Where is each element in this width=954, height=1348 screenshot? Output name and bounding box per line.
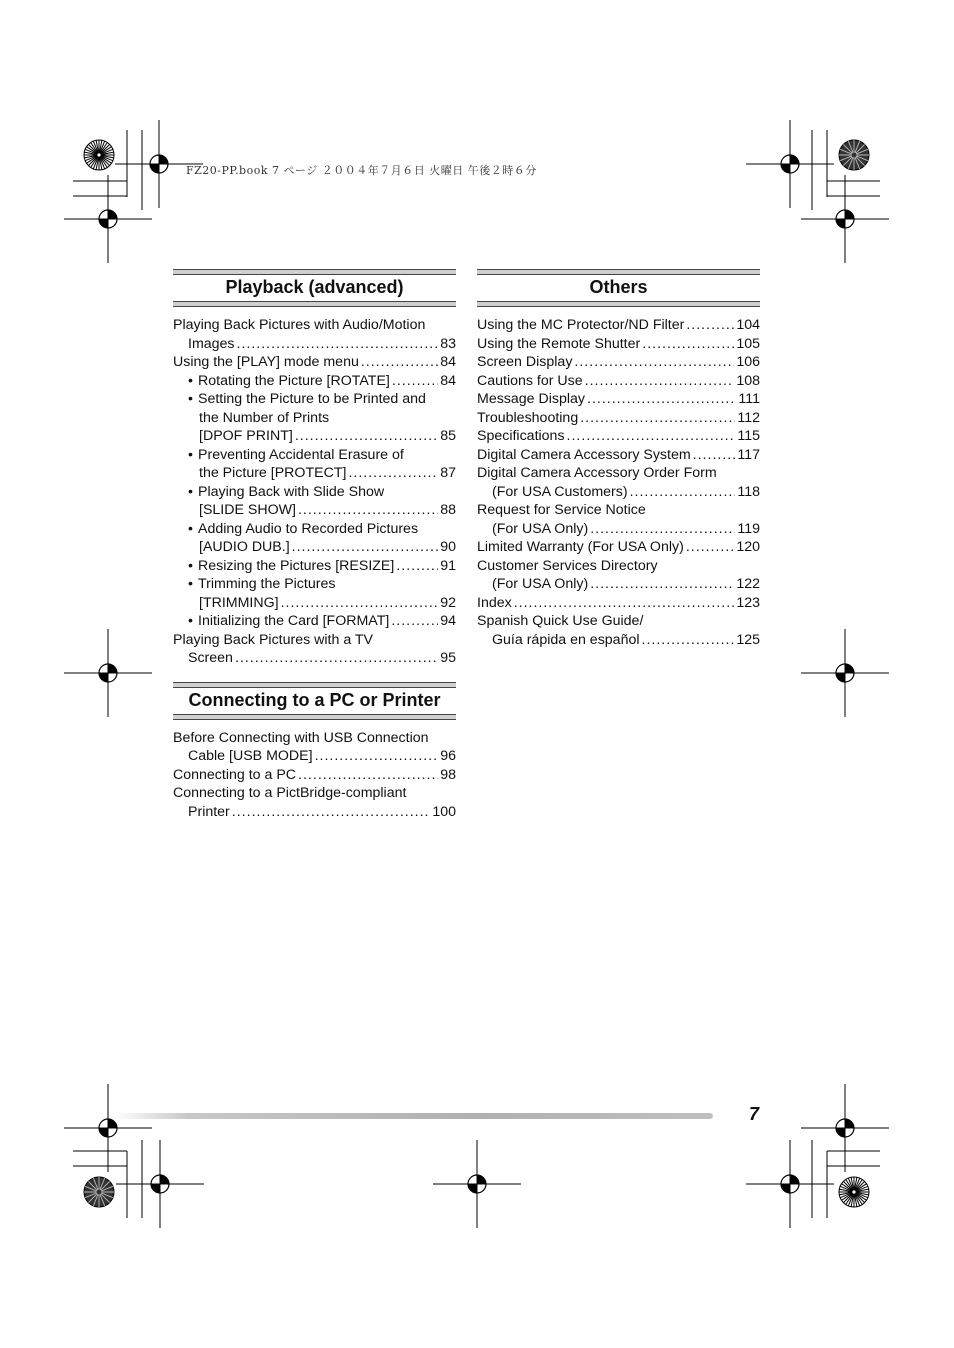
dot-leader: [396, 557, 438, 576]
toc-entry-text: Index: [477, 594, 512, 611]
section-title: Playback (advanced): [225, 277, 404, 297]
toc-entry[interactable]: [173, 353, 456, 372]
toc-entry[interactable]: [477, 390, 760, 409]
toc-page-number: 120: [736, 539, 760, 555]
dot-leader: [630, 483, 736, 502]
toc-entry[interactable]: [173, 372, 456, 391]
toc-entry-text: Digital Camera Accessory Order Form: [477, 465, 717, 481]
toc-entry-text: (For USA Customers): [492, 483, 628, 500]
toc-entry-text: Playing Back with Slide Show: [198, 483, 385, 500]
toc-entry-text: Images: [188, 335, 235, 352]
dot-leader: [237, 335, 439, 354]
dot-leader: [392, 372, 438, 391]
toc-entry-text: Connecting to a PictBridge-compliant: [173, 785, 407, 801]
toc-page-number: 118: [737, 483, 760, 500]
dot-leader: [315, 747, 439, 766]
toc-entry-text: Resizing the Pictures [RESIZE]: [198, 557, 395, 574]
toc-entry-text: Cautions for Use: [477, 372, 583, 389]
dot-leader: [686, 316, 734, 335]
bullet-icon: •: [188, 483, 193, 500]
toc-page-number: 87: [440, 465, 456, 481]
toc-page-number: 115: [737, 428, 760, 444]
section-title: Others: [589, 277, 648, 297]
toc-page-number: 100: [432, 803, 456, 820]
toc-page-number: 108: [736, 372, 760, 389]
toc-left-column: [173, 269, 456, 835]
toc-entry[interactable]: [477, 427, 760, 446]
toc-entry-text: Troubleshooting: [477, 409, 579, 426]
dot-leader: [281, 594, 439, 613]
toc-entry-text: Specifications: [477, 428, 565, 444]
page-number: 7: [749, 1104, 760, 1124]
bullet-icon: •: [188, 391, 193, 407]
toc-entry-text: Cable [USB MODE]: [188, 748, 313, 764]
toc-page-number: 84: [440, 354, 456, 370]
section-header: [477, 269, 760, 307]
print-job-info: FZ20-PP.book 7 ページ ２００４年７月６日 火曜日 午後２時６分: [186, 164, 537, 177]
toc-page-number: 94: [440, 613, 456, 629]
footer-bar: [115, 1113, 713, 1119]
toc-page-number: 85: [440, 428, 456, 444]
toc-entry-text: Adding Audio to Recorded Pictures: [198, 520, 419, 537]
dot-leader: [587, 390, 736, 409]
toc-entry-text: Connecting to a PC: [173, 766, 297, 783]
section-header: [173, 269, 456, 307]
toc-entry-text: Spanish Quick Use Guide/: [477, 613, 644, 629]
bullet-icon: •: [188, 557, 193, 574]
section-rule-top: [173, 269, 456, 275]
bullet-icon: •: [188, 520, 193, 537]
toc-entry-text: Using the MC Protector/ND Filter: [477, 317, 685, 333]
toc-entry[interactable]: [477, 372, 760, 391]
dot-leader: [642, 631, 735, 650]
toc-entry[interactable]: [477, 446, 760, 465]
toc-entry[interactable]: [173, 557, 456, 576]
toc-entry-text: Limited Warranty (For USA Only): [477, 539, 684, 555]
toc-entry-text: Request for Service Notice: [477, 502, 646, 518]
dot-leader: [298, 766, 438, 785]
toc-entry-text: [DPOF PRINT]: [199, 428, 293, 444]
toc-entry-text: [SLIDE SHOW]: [199, 502, 296, 518]
toc-entry[interactable]: [477, 557, 760, 594]
dot-leader: [693, 446, 736, 465]
toc-page-number: 106: [736, 354, 760, 370]
toc-page-number: 84: [440, 372, 456, 389]
toc-entry[interactable]: [173, 446, 456, 483]
toc-entry-text: Playing Back Pictures with Audio/Motion: [173, 317, 426, 333]
dot-leader: [232, 803, 431, 822]
toc-entry[interactable]: [477, 353, 760, 372]
toc-entry[interactable]: [173, 612, 456, 631]
toc-entry[interactable]: [477, 501, 760, 538]
toc-entry-text: (For USA Only): [492, 576, 589, 592]
toc-entry-text: the Picture [PROTECT]: [199, 465, 347, 481]
dot-leader: [514, 594, 735, 613]
toc-entry[interactable]: [173, 766, 456, 785]
toc-entry-text: Guía rápida en español: [492, 631, 640, 648]
dot-leader: [686, 538, 735, 557]
toc-entry-list: [477, 316, 760, 649]
toc-page-number: 122: [736, 576, 760, 592]
toc-entry[interactable]: [477, 538, 760, 557]
toc-page-number: 95: [440, 650, 456, 666]
bullet-icon: •: [188, 576, 193, 592]
toc-entry[interactable]: [173, 390, 456, 446]
toc-entry-text: [TRIMMING]: [199, 594, 279, 611]
toc-entry[interactable]: [173, 784, 456, 821]
dot-leader: [391, 612, 438, 631]
dot-leader: [585, 372, 735, 391]
bullet-icon: •: [188, 446, 193, 463]
toc-entry-text: Preventing Accidental Erasure of: [198, 446, 404, 463]
dot-leader: [361, 353, 438, 372]
toc-entry[interactable]: [173, 631, 456, 668]
dot-leader: [580, 409, 735, 428]
toc-entry[interactable]: [477, 594, 760, 613]
dot-leader: [642, 335, 734, 354]
toc-right-column: [477, 269, 760, 663]
toc-entry-text: Initializing the Card [FORMAT]: [198, 613, 390, 629]
toc-entry-text: Customer Services Directory: [477, 557, 658, 574]
toc-entry-text: Message Display: [477, 391, 586, 407]
toc-entry-text: Setting the Picture to be Printed and: [198, 391, 426, 407]
toc-entry-list: [173, 316, 456, 668]
toc-entry-list: [173, 729, 456, 822]
section-rule-top: [477, 269, 760, 275]
dot-leader: [292, 538, 439, 557]
toc-entry-text: Digital Camera Accessory System: [477, 446, 691, 463]
toc-entry-text: Printer: [188, 803, 230, 820]
toc-entry[interactable]: [173, 520, 456, 557]
toc-entry[interactable]: [477, 464, 760, 501]
toc-page-number: 123: [736, 594, 760, 611]
toc-entry-text: Playing Back Pictures with a TV: [173, 631, 374, 648]
toc-entry[interactable]: [173, 316, 456, 353]
toc-page-number: 96: [440, 748, 456, 764]
toc-page-number: 105: [736, 335, 760, 352]
dot-leader: [590, 520, 735, 539]
bullet-icon: •: [188, 613, 193, 629]
section-header: [173, 682, 456, 720]
dot-leader: [298, 501, 438, 520]
toc-page-number: 90: [440, 539, 456, 555]
toc-entry-text: Using the Remote Shutter: [477, 335, 641, 352]
toc-entry[interactable]: [173, 729, 456, 766]
section-rule-top: [173, 682, 456, 688]
toc-page-number: 104: [736, 317, 760, 333]
toc-page-number: 112: [737, 409, 760, 426]
dot-leader: [574, 353, 734, 372]
toc-page-number: 119: [737, 520, 760, 537]
toc-page-number: 91: [440, 557, 456, 574]
toc-page-number: 83: [440, 335, 456, 352]
bullet-icon: •: [188, 372, 193, 389]
toc-entry-text: (For USA Only): [492, 520, 589, 537]
toc-entry-text: Trimming the Pictures: [198, 576, 336, 592]
section-rule-bottom: [173, 301, 456, 307]
toc-page-number: 88: [440, 502, 456, 518]
dot-leader: [235, 649, 438, 668]
toc-page-number: 125: [736, 631, 760, 648]
toc-entry[interactable]: [477, 409, 760, 428]
section-rule-bottom: [477, 301, 760, 307]
dot-leader: [567, 427, 736, 446]
section-title: Connecting to a PC or Printer: [188, 689, 441, 710]
toc-entry-text: Before Connecting with USB Connection: [173, 729, 429, 746]
toc-entry-text: Rotating the Picture [ROTATE]: [198, 372, 390, 389]
toc-entry-text: Screen Display: [477, 354, 573, 370]
toc-page-number: 98: [440, 766, 456, 783]
toc-page-number: 92: [440, 594, 456, 611]
toc-entry[interactable]: [477, 612, 760, 649]
toc-entry-text: Using the [PLAY] mode menu: [173, 354, 359, 370]
toc-page-number: 117: [737, 446, 760, 463]
toc-page-number: 111: [738, 391, 760, 407]
dot-leader: [348, 464, 438, 483]
toc-entry[interactable]: [477, 316, 760, 335]
toc-entry-text: [AUDIO DUB.]: [199, 539, 290, 555]
section-rule-bottom: [173, 714, 456, 720]
toc-entry[interactable]: [477, 335, 760, 354]
toc-entry-text: the Number of Prints: [199, 409, 330, 426]
toc-entry[interactable]: [173, 483, 456, 520]
toc-entry[interactable]: [173, 575, 456, 612]
toc-entry-text: Screen: [188, 650, 233, 666]
dot-leader: [295, 427, 438, 446]
dot-leader: [590, 575, 734, 594]
